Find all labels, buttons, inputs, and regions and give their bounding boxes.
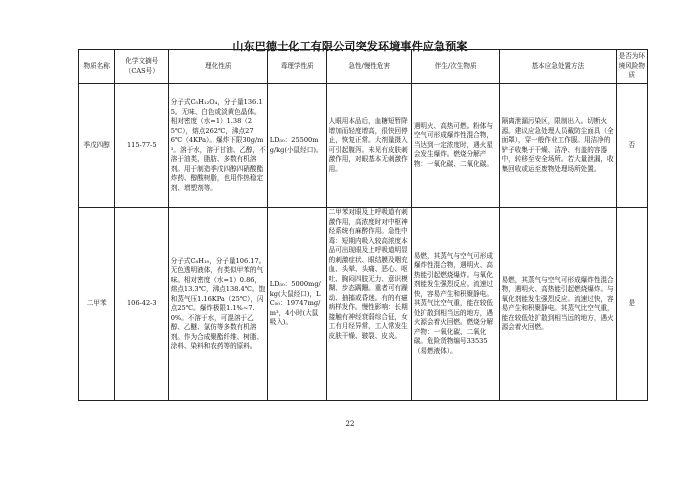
cas-number: 115-77-5 bbox=[115, 84, 169, 208]
emergency-response: 隔离泄漏污染区，限制出入。切断火源。建议应急处理人员戴防尘面具（全面罩），穿一般作业工作服。用洁净的铲子收集于干燥、洁净、有盖的容器中，转移至安全场所。若大量泄漏，收集回收或运至废物处理场所处置。 bbox=[500, 84, 617, 208]
table-row bbox=[79, 84, 648, 208]
header-acute-chronic-hazard: 急性/慢性危害 bbox=[327, 50, 412, 84]
byproducts: 易燃，其蒸气与空气可形成爆炸性混合物，遇明火、高热能引起燃烧爆炸。与氧化剂能发生强烈反应。流速过快，容易产生和积聚静电。其蒸气比空气重，能在较低处扩散到相当远的地方，遇火源会着火回燃。燃烧分解产物：一氧化碳、二氧化碳。危险货物编号33535（易燃液体）。 bbox=[412, 208, 500, 401]
byproducts: 遇明火、高热可燃。粉体与空气可形成爆炸性混合物，当达到一定浓度时，遇火星会发生爆炸。燃烧分解产物：一氧化碳、二氧化碳。 bbox=[412, 84, 500, 208]
table-header-row bbox=[79, 50, 648, 84]
header-substance-name: 物质名称 bbox=[79, 50, 115, 84]
header-byproducts: 伴生/次生物质 bbox=[412, 50, 500, 84]
cas-number: 106-42-3 bbox=[115, 208, 169, 401]
substance-name: 二甲苯 bbox=[79, 208, 115, 401]
document-title: 山东巴德士化工有限公司突发环境事件应急预案 bbox=[232, 40, 468, 53]
header-cas-number: 化学文摘号（CAS号） bbox=[115, 50, 169, 84]
acute-chronic-hazard: 二甲苯对眼及上呼吸道有刺激作用，高浓度时对中枢神经系统有麻醉作用。急性中毒：短期内吸入较高浓度本品可出现眼及上呼吸道明显的刺激症状、眼结膜及咽充血、头晕、头痛、恶心、呕吐、胸闷四肢无力、意识模糊、步态蹒跚。重者可有躁动、抽搐或昏迷。有的有癔病样发作。慢性影响：长期接触有神经衰弱综合征，女工有月经异常，工人常发生皮肤干燥、皲裂、皮炎。 bbox=[327, 208, 412, 401]
toxicology: LD₅₀：25500mg/kg(小鼠经口)。 bbox=[268, 84, 327, 208]
physchem-properties: 分子式C₅H₁₂O₄，分子量136.15。无味、白色或淡黄色晶体。相对密度（水=1）1.38（25℃），熔点262℃，沸点276℃（4KPa）。爆炸下限30g/m³。溶于水，溶于甘油、乙醇，不溶于油类、脂肪、多数有机溶剂。用于制造季戊四醇四硝酸酯炸药、醇酸树脂，也用作热稳定剂、增塑剂等。 bbox=[169, 84, 268, 208]
substance-name: 季戊四醇 bbox=[79, 84, 115, 208]
environmental-risk-flag: 是 bbox=[616, 208, 647, 401]
hazard-substance-table bbox=[78, 49, 648, 401]
page-number: 22 bbox=[345, 420, 355, 428]
environmental-risk-flag: 否 bbox=[616, 84, 647, 208]
emergency-response: 易燃，其蒸气与空气可形成爆炸性混合物，遇明火、高热能引起燃烧爆炸。与氧化剂能发生强烈反应。流速过快，容易产生和积聚静电。其蒸气比空气重，能在较低处扩散到相当远的地方，遇火源会着火回燃。 bbox=[500, 208, 617, 401]
acute-chronic-hazard: 人眼用本品后，血糖短暂降增加而轻度增高，很快回停止，恢复正常。大剂量摄入可引起腹泻。未见有皮肤刺激作用，对眼基本无刺激作用。 bbox=[327, 84, 412, 208]
table-row bbox=[79, 208, 648, 401]
toxicology: LD₅₀：5000mg/kg(大鼠经口)，LC₅₀：19747mg/m³，4小时(大鼠吸入)。 bbox=[268, 208, 327, 401]
physchem-properties: 分子式C₈H₁₀，分子量106.17。无色透明液体，有类似甲苯的气味。相对密度（水=1）0.86，熔点13.3℃，沸点138.4℃。饱和蒸气压1.16KPa（25℃），闪点25℃。爆炸极限1.1%~7.0%。不溶于水，可混溶于乙醇、乙醚、氯仿等多数有机溶剂。作为合成聚酯纤维、树脂、涂料、染料和农药等的原料。 bbox=[169, 208, 268, 401]
header-emergency-response: 基本应急处置方法 bbox=[500, 50, 617, 84]
header-environmental-risk: 是否为环境风险物质 bbox=[616, 50, 647, 84]
header-toxicology: 毒理学性质 bbox=[268, 50, 327, 84]
header-physchem-properties: 理化性质 bbox=[169, 50, 268, 84]
